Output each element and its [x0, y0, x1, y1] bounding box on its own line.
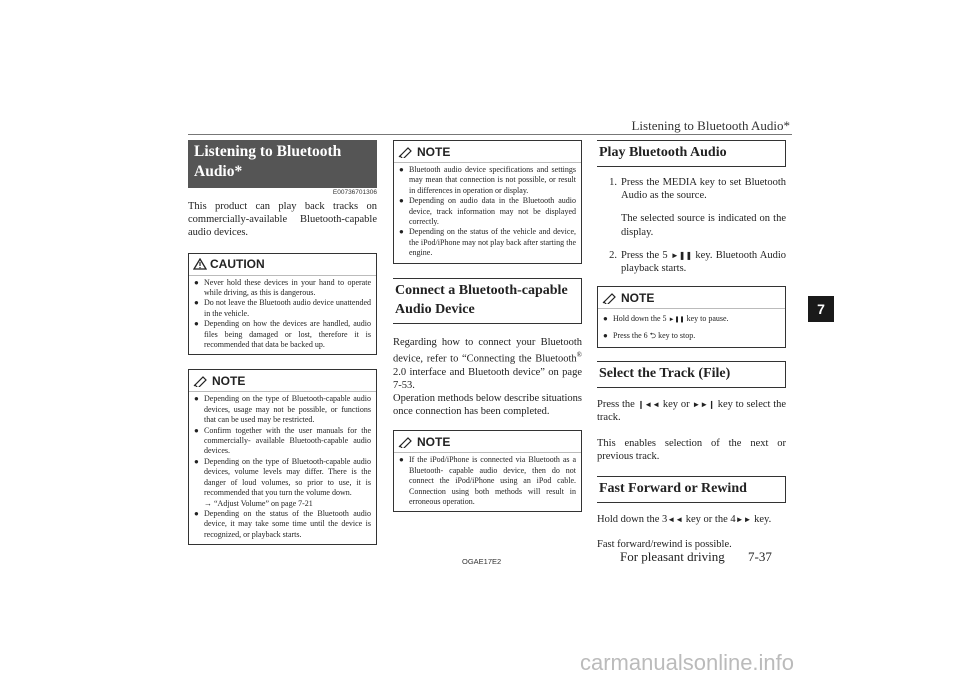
- note-body: [394, 163, 581, 263]
- connect-paragraph: Regarding how to connect your Bluetooth device, refer to “Connecting the Bluetooth® 2.0 interface and Bluetooth device” on page 7-53.: [393, 336, 582, 391]
- bullet-icon: ●: [399, 455, 404, 465]
- note-header: [598, 287, 785, 309]
- header-rule: [188, 134, 792, 135]
- note-box: [597, 286, 786, 348]
- previous-track-icon: ❙◄◄: [637, 400, 661, 410]
- step-2: 2. Press the 5 ►❚❚ key. Bluetooth Audio playback starts.: [609, 249, 786, 275]
- caution-header: [189, 254, 376, 276]
- bullet-icon: ●: [194, 319, 199, 329]
- note-box: [188, 369, 377, 545]
- bullet-icon: ●: [194, 277, 199, 287]
- footer-code: OGAE17E2: [462, 557, 502, 566]
- section-code: E00736701306: [332, 189, 377, 196]
- chapter-tab: 7: [808, 296, 834, 322]
- list-item: ● Depending on audio data in the Bluetooth audio device, track information may not be displayed correctly.: [399, 196, 576, 227]
- section-title-connect: Connect a Bluetooth-capable Audio Device: [393, 278, 582, 324]
- pencil-note-icon: [193, 375, 209, 387]
- select-paragraph: Press the ❙◄◄ key or ►►❙ key to select the track.: [597, 399, 787, 424]
- list-item: ● Do not leave the Bluetooth audio device unattended in the vehicle.: [194, 298, 371, 318]
- footer-section: For pleasant driving: [620, 549, 725, 564]
- note-label: NOTE: [417, 434, 451, 449]
- watermark: carmanualsonline.info: [580, 650, 795, 675]
- operation-paragraph: Operation methods below describe situations once connection has been completed.: [393, 392, 582, 418]
- ff-description: Fast forward/rewind is possible.: [597, 539, 732, 551]
- list-item: ● Hold down the 5 ►❚❚ key to pause.: [603, 311, 780, 328]
- list-item: ● Never hold these devices in your hand to operate while driving, as this is dangerous.: [194, 277, 371, 298]
- section-title-ff: Fast Forward or Rewind: [597, 476, 786, 503]
- list-item: ● If the iPod/iPhone is connected via Bluetooth as a Bluetooth- capable audio device, then do not connect the iPod/iPhone using an iPod cable. Connection using both methods will result in erroneous operation.: [399, 455, 576, 506]
- bullet-icon: ●: [399, 227, 404, 237]
- section-title-play: Play Bluetooth Audio: [597, 140, 786, 167]
- caution-box: [188, 253, 377, 356]
- play-pause-icon: ►❚❚: [670, 250, 693, 260]
- note-header: [394, 141, 581, 163]
- bullet-icon: ●: [399, 165, 404, 174]
- caution-label: CAUTION: [210, 257, 265, 272]
- list-item: ● Depending on the type of Bluetooth-capable audio devices, usage may not be possible, or functions that can be used may be restricted.: [194, 394, 371, 425]
- note-label: NOTE: [417, 144, 451, 159]
- play-pause-icon: ►❚❚: [668, 317, 685, 324]
- note-box: [393, 140, 582, 264]
- bullet-icon: ●: [194, 425, 199, 435]
- list-item: ● Depending on the status of the Bluetooth audio device, it may take some time until the device is recognized, or playback starts.: [194, 508, 371, 539]
- bullet-icon: ●: [194, 508, 199, 518]
- note-body: [394, 453, 581, 511]
- note-body: [598, 309, 785, 347]
- list-item: ● Bluetooth audio device specifications and settings may mean that connection is not possible, or result in differences in operation or display.: [399, 165, 576, 195]
- cross-reference[interactable]: → “Adjust Volume” on page 7-21: [204, 498, 313, 508]
- list-item: ● Press the 6 ⮌ key to stop.: [603, 328, 780, 344]
- rewind-icon: ◄◄: [667, 515, 684, 525]
- list-item: ● Depending on the status of the vehicle and device, the iPod/iPhone may not play back after starting the engine.: [399, 227, 576, 258]
- list-item: ● Depending on the type of Bluetooth-capable audio devices, volume levels may differ. There is the danger of loud volumes, so prior to use, it is recommended that you turn the volume down.: [194, 456, 371, 498]
- return-arrow-icon: ⮌: [649, 331, 657, 341]
- note-header: [394, 431, 581, 453]
- warning-triangle-icon: [193, 258, 207, 270]
- bullet-icon: ●: [603, 314, 608, 324]
- ff-paragraph: Hold down the 3◄◄ key or the 4►► key.: [597, 514, 772, 526]
- note-body: [189, 392, 376, 544]
- list-item: ● Confirm together with the user manuals for the commercially- available Bluetooth-capable audio devices.: [194, 425, 371, 456]
- list-item: ● Depending on how the devices are handled, audio files being damaged or lost, therefore it is recommended that data be backed up.: [194, 319, 371, 350]
- running-header: Listening to Bluetooth Audio*: [631, 118, 790, 133]
- bullet-icon: ●: [194, 456, 199, 466]
- bullet-icon: ●: [194, 298, 199, 308]
- pencil-note-icon: [398, 146, 414, 158]
- fast-forward-icon: ►►: [735, 515, 752, 525]
- note-label: NOTE: [621, 290, 655, 305]
- column-3: [597, 140, 786, 551]
- bullet-icon: ●: [399, 196, 404, 206]
- note-header: [189, 370, 376, 392]
- note-label: NOTE: [212, 373, 246, 388]
- note-box: [393, 430, 582, 512]
- column-2: [393, 140, 582, 512]
- bullet-icon: ●: [194, 394, 199, 404]
- page-number: 7-37: [748, 549, 772, 564]
- section-title-listening: Listening to Bluetooth Audio*: [188, 140, 377, 188]
- step-1-detail: The selected source is indicated on the display.: [621, 213, 786, 238]
- step-1: 1. Press the MEDIA key to set Bluetooth Audio as the source.: [609, 177, 786, 202]
- column-1: [188, 140, 377, 545]
- section-title-select: Select the Track (File): [597, 361, 786, 388]
- pencil-note-icon: [398, 436, 414, 448]
- caution-body: [189, 276, 376, 355]
- bullet-icon: ●: [603, 331, 608, 341]
- intro-paragraph: This product can play back tracks on commercially-available Bluetooth-capable audio devices.: [188, 201, 377, 239]
- pencil-note-icon: [602, 292, 618, 304]
- select-description: This enables selection of the next or previous track.: [597, 437, 786, 462]
- next-track-icon: ►►❙: [692, 400, 715, 410]
